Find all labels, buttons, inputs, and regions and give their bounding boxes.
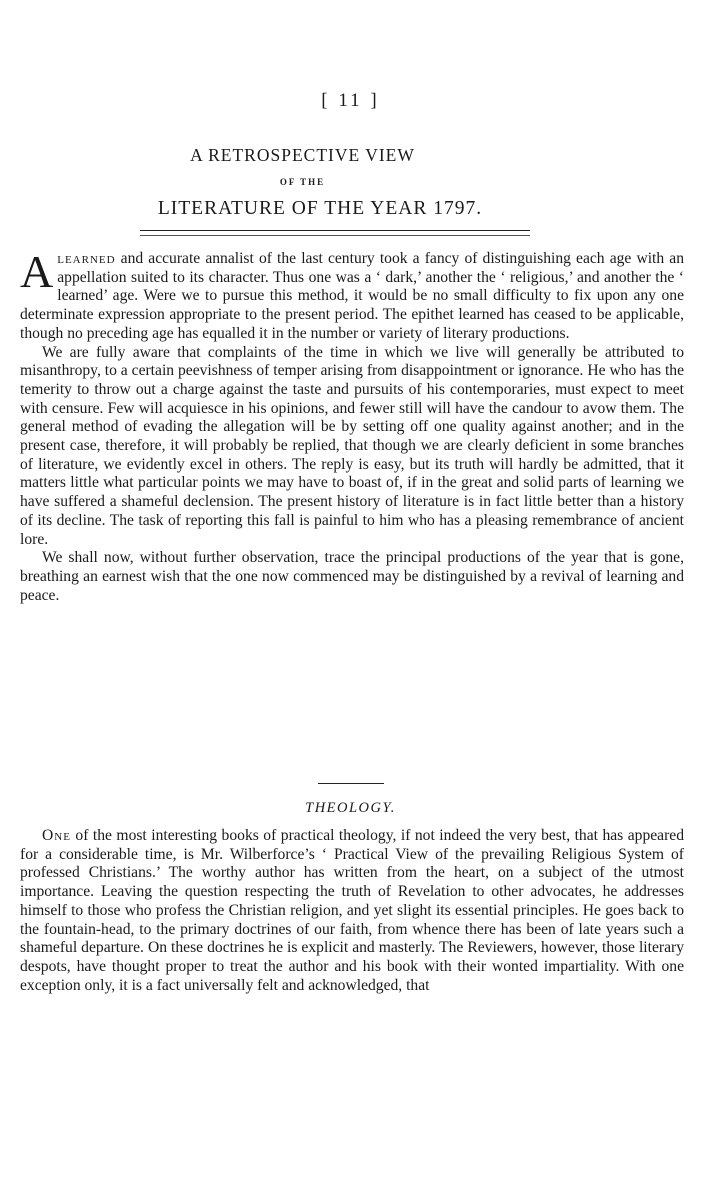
section-title-theology: THEOLOGY. — [305, 800, 396, 816]
intro-paragraph-3: We shall now, without further observation, trace the principal productions of the year that is gone, breathing an earnest wish that the one now commenced may be distinguished by a revival of learning and peace. — [20, 549, 684, 604]
theology-paragraph-text: of the most interesting books of practical theology, if not indeed the very best, that has appeared for a considerable time, is Mr. Wilberforce’s ‘ Practical View of the prevailing Religious System of professed Christians.’ The worthy author has written from the heart, on a subject of the utmost importance. Leaving the question respecting the truth of Revelation to other advocates, he addresses himself to those who profess the Christian religion, and yet slight its essential principles. He goes back to the fountain-head, to the primary doctrines of our faith, from whence there has been of late years such a shameful departure. On these doctrines he is explicit and masterly. The Reviewers, however, those literary despots, have thought proper to treat the author and his book with their wonted impartiality. With one exception only, it is a fact universally felt and acknowledged, that — [20, 827, 684, 994]
heading-line-2: OF THE — [279, 177, 326, 187]
theology-paragraph — [20, 827, 684, 995]
intro-section — [20, 246, 684, 605]
theology-section — [20, 827, 684, 995]
intro-paragraph-1-text: and accurate annalist of the last century took a fancy of distinguishing each age with an appellation suited to its character. Thus one was a ‘ dark,’ another the ‘ religious,’ and another the ‘ learned’ age. Were we to pursue this method, it would be no small difficulty to fix upon any one determinate expression appropriate to the present period. The epithet learned has ceased to be applicable, though no preceding age has equalled it in the number or variety of literary productions. — [20, 250, 684, 342]
section-divider — [318, 783, 384, 784]
drop-cap: A — [20, 246, 54, 297]
heading-line-1: A RETROSPECTIVE VIEW — [190, 145, 415, 165]
page-number: [ 11 ] — [321, 90, 380, 111]
theology-lead-word: One — [42, 827, 71, 844]
lead-word: learned — [57, 250, 116, 267]
intro-paragraph-2: We are fully aware that complaints of the time in which we live will generally be attributed to misanthropy, to a certain peevishness of temper arising from disappointment or ignorance. He who has the temerity to throw out a charge against the taste and pursuits of his contemporaries, must expect to meet with censure. Few will acquiesce in his opinions, and fewer still will have the candour to avow them. The general method of evading the allegation will be by setting off one quality against another; and in the present case, therefore, it will probably be replied, that though we are clearly deficient in some branches of literature, we evidently excel in others. The reply is easy, but its truth will hardly be admitted, that it matters little what particular points we may have to boast of, if in the great and solid parts of learning we have suffered a shameful declension. The present history of literature is in fact little better than a history of its decline. The task of reporting this fall is painful to him who has a pleasing remembrance of ancient lore. — [20, 343, 684, 548]
intro-paragraph-1 — [20, 246, 684, 344]
heading-line-3: LITERATURE OF THE YEAR 1797. — [157, 198, 483, 219]
heading-double-rule — [140, 230, 530, 236]
